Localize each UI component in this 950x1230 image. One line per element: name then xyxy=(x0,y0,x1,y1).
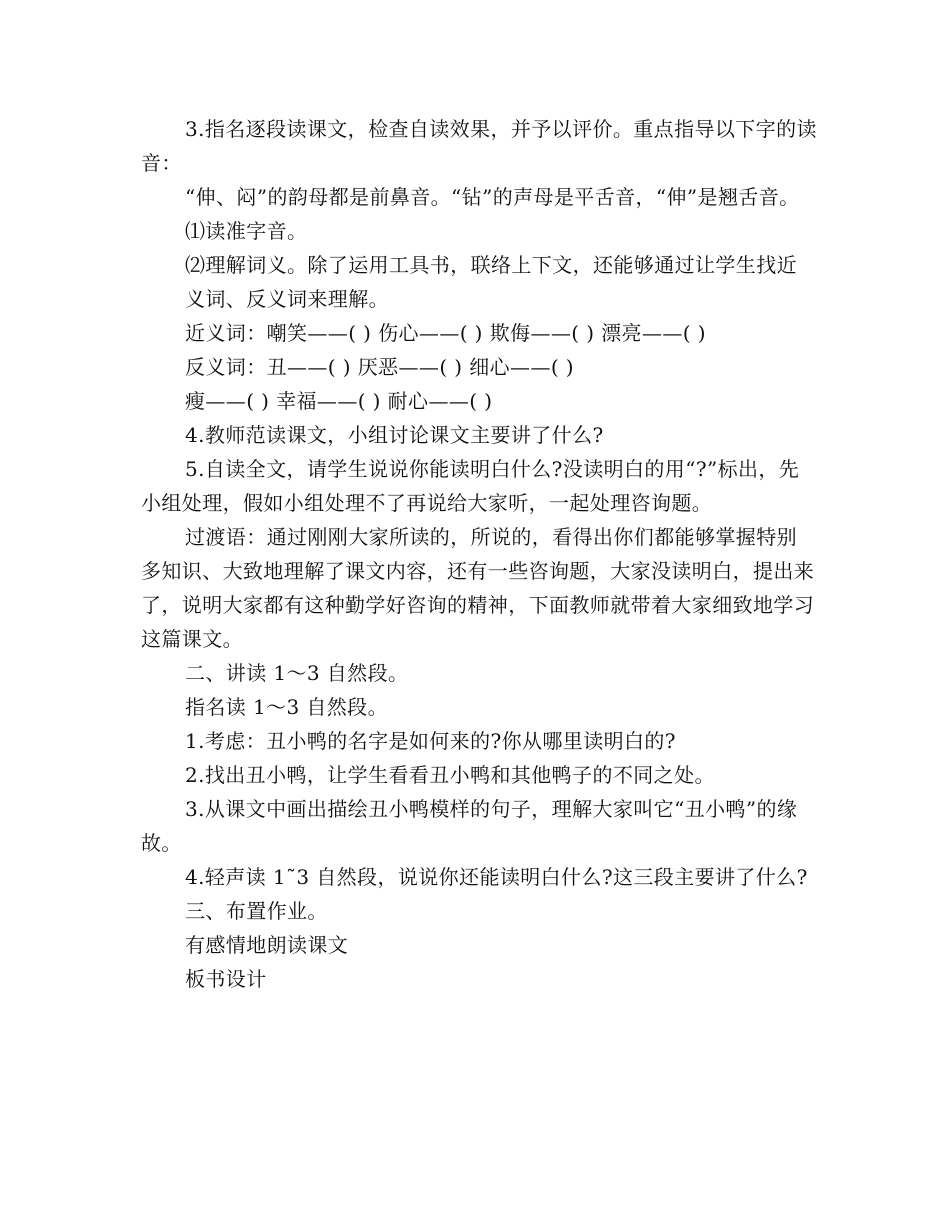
paragraph: 近义词：嘲笑——( ) 伤心——( ) 欺侮——( ) 漂亮——( ) xyxy=(185,321,706,345)
paragraph: 指名读 1～3 自然段。 xyxy=(185,695,388,719)
paragraph: 二、讲读 1～3 自然段。 xyxy=(185,661,409,685)
document-body xyxy=(141,112,817,996)
paragraph: 5.自读全文，请学生说说你能读明白什么?没读明白的用“?”标出，先小组处理，假如小组处理不了再说给大家听，一起处理咨询题。 xyxy=(141,457,800,515)
paragraph: 3.从课文中画出描绘丑小鸭模样的句子，理解大家叫它“丑小鸭”的缘故。 xyxy=(141,797,798,855)
paragraph: ⑴读准字音。 xyxy=(185,219,308,243)
paragraph: 反义词：丑——( ) 厌恶——( ) 细心——( ) xyxy=(185,355,575,379)
paragraph: 4.教师范读课文，小组讨论课文主要讲了什么? xyxy=(185,423,604,447)
paragraph: 三、布置作业。 xyxy=(185,899,328,923)
paragraph: 3.指名逐段读课文，检查自读效果，并予以评价。重点指导以下字的读音： xyxy=(141,117,817,175)
paragraph: 1.考虑：丑小鸭的名字是如何来的?你从哪里读明白的? xyxy=(185,729,676,753)
paragraph: “伸、闷”的韵母都是前鼻音。“钻”的声母是平舌音，“伸”是翘舌音。 xyxy=(185,185,800,209)
paragraph: 4.轻声读 1˜3 自然段，说说你还能读明白什么?这三段主要讲了什么? xyxy=(185,865,808,889)
paragraph: 瘦——( ) 幸福——( ) 耐心——( ) xyxy=(185,389,493,413)
paragraph: 板书设计 xyxy=(185,967,267,991)
paragraph: 过渡语：通过刚刚大家所读的，所说的，看得出你们都能够掌握特别多知识、大致地理解了课文内容，还有一些咨询题，大家没读明白，提出来了，说明大家都有这种勤学好咨询的精神，下面教师就带着大家细致地学习这篇课文。 xyxy=(141,525,815,651)
paragraph: 有感情地朗读课文 xyxy=(185,933,349,957)
paragraph: ⑵理解词义。除了运用工具书，联络上下文，还能够通过让学生找近义词、反义词来理解。 xyxy=(185,253,797,311)
paragraph: 2.找出丑小鸭，让学生看看丑小鸭和其他鸭子的不同之处。 xyxy=(185,763,715,787)
